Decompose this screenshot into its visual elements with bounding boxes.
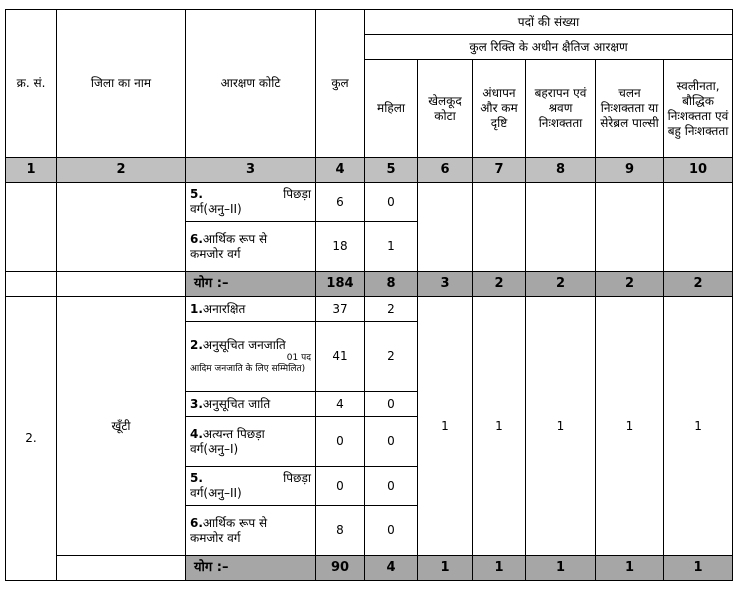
sum-deaf: 1 (526, 556, 596, 581)
header-autism: स्वलीनता, बौद्धिक निःशक्तता एवं बहु निःशक्तता (664, 60, 733, 158)
sum-sports: 3 (418, 272, 473, 297)
women-cell: 0 (365, 417, 418, 467)
header-posts-count: पदों की संख्या (365, 10, 733, 35)
women-cell: 0 (365, 392, 418, 417)
header-horizontal: कुल रिक्ति के अधीन क्षैतिज आरक्षण (365, 35, 733, 60)
col-num: 2 (57, 158, 186, 183)
total-cell: 41 (316, 322, 365, 392)
col-num: 6 (418, 158, 473, 183)
total-row (6, 556, 733, 581)
header-sports: खेलकूद कोटा (418, 60, 473, 158)
sum-sports: 1 (418, 556, 473, 581)
category-cell: 6.आर्थिक रूप से कमजोर वर्ग (186, 506, 316, 556)
sum-blind: 1 (473, 556, 526, 581)
category-cell: 5. पिछड़ा वर्ग(अनु–II) (186, 183, 316, 222)
sum-label: योग :– (186, 556, 316, 581)
sno-cell (6, 183, 57, 272)
autism-cell: 1 (664, 297, 733, 556)
blind-cell: 1 (473, 297, 526, 556)
table-row (6, 297, 733, 322)
district-cell (57, 183, 186, 272)
women-cell: 0 (365, 467, 418, 506)
sum-blind: 2 (473, 272, 526, 297)
col-num: 10 (664, 158, 733, 183)
header-blind: अंधापन और कम दृष्टि (473, 60, 526, 158)
sum-total: 184 (316, 272, 365, 297)
women-cell: 0 (365, 506, 418, 556)
header-category: आरक्षण कोटि (186, 10, 316, 158)
sum-women: 4 (365, 556, 418, 581)
total-row (6, 272, 733, 297)
sports-cell: 1 (418, 297, 473, 556)
header-women: महिला (365, 60, 418, 158)
category-cell: 3.अनुसूचित जाति (186, 392, 316, 417)
sum-women: 8 (365, 272, 418, 297)
sum-locomotor: 2 (596, 272, 664, 297)
sum-locomotor: 1 (596, 556, 664, 581)
col-num: 3 (186, 158, 316, 183)
sum-autism: 2 (664, 272, 733, 297)
total-cell: 0 (316, 417, 365, 467)
col-num: 7 (473, 158, 526, 183)
women-cell: 1 (365, 222, 418, 272)
column-number-row (6, 158, 733, 183)
header-sno: क्र. सं. (6, 10, 57, 158)
women-cell: 2 (365, 297, 418, 322)
women-cell: 0 (365, 183, 418, 222)
col-num: 4 (316, 158, 365, 183)
category-cell: 4.अत्यन्त पिछड़ा वर्ग(अनु–I) (186, 417, 316, 467)
col-num: 5 (365, 158, 418, 183)
col-num: 9 (596, 158, 664, 183)
women-cell: 2 (365, 322, 418, 392)
sum-autism: 1 (664, 556, 733, 581)
total-cell: 6 (316, 183, 365, 222)
category-cell: 6.आर्थिक रूप से कमजोर वर्ग (186, 222, 316, 272)
sum-total: 90 (316, 556, 365, 581)
category-cell: 1.अनारक्षित (186, 297, 316, 322)
header-deaf: बहरापन एवं श्रवण निःशक्तता (526, 60, 596, 158)
table-row (6, 183, 733, 222)
sum-deaf: 2 (526, 272, 596, 297)
total-cell: 18 (316, 222, 365, 272)
category-cell: 5. पिछड़ा वर्ग(अनु–II) (186, 467, 316, 506)
col-num: 1 (6, 158, 57, 183)
total-cell: 4 (316, 392, 365, 417)
sno-cell: 2. (6, 297, 57, 581)
district-name: खूँटी (57, 297, 186, 556)
header-total: कुल (316, 10, 365, 158)
total-cell: 8 (316, 506, 365, 556)
header-district: जिला का नाम (57, 10, 186, 158)
locomotor-cell: 1 (596, 297, 664, 556)
total-cell: 37 (316, 297, 365, 322)
sum-label: योग :– (186, 272, 316, 297)
deaf-cell: 1 (526, 297, 596, 556)
header-locomotor: चलन निःशक्तता या सेरेब्रल पाल्सी (596, 60, 664, 158)
category-cell: 2.अनुसूचित जनजाति 01 पद आदिम जनजाति के लिए सम्मिलित) (186, 322, 316, 392)
total-cell: 0 (316, 467, 365, 506)
col-num: 8 (526, 158, 596, 183)
reservation-table (5, 9, 733, 581)
